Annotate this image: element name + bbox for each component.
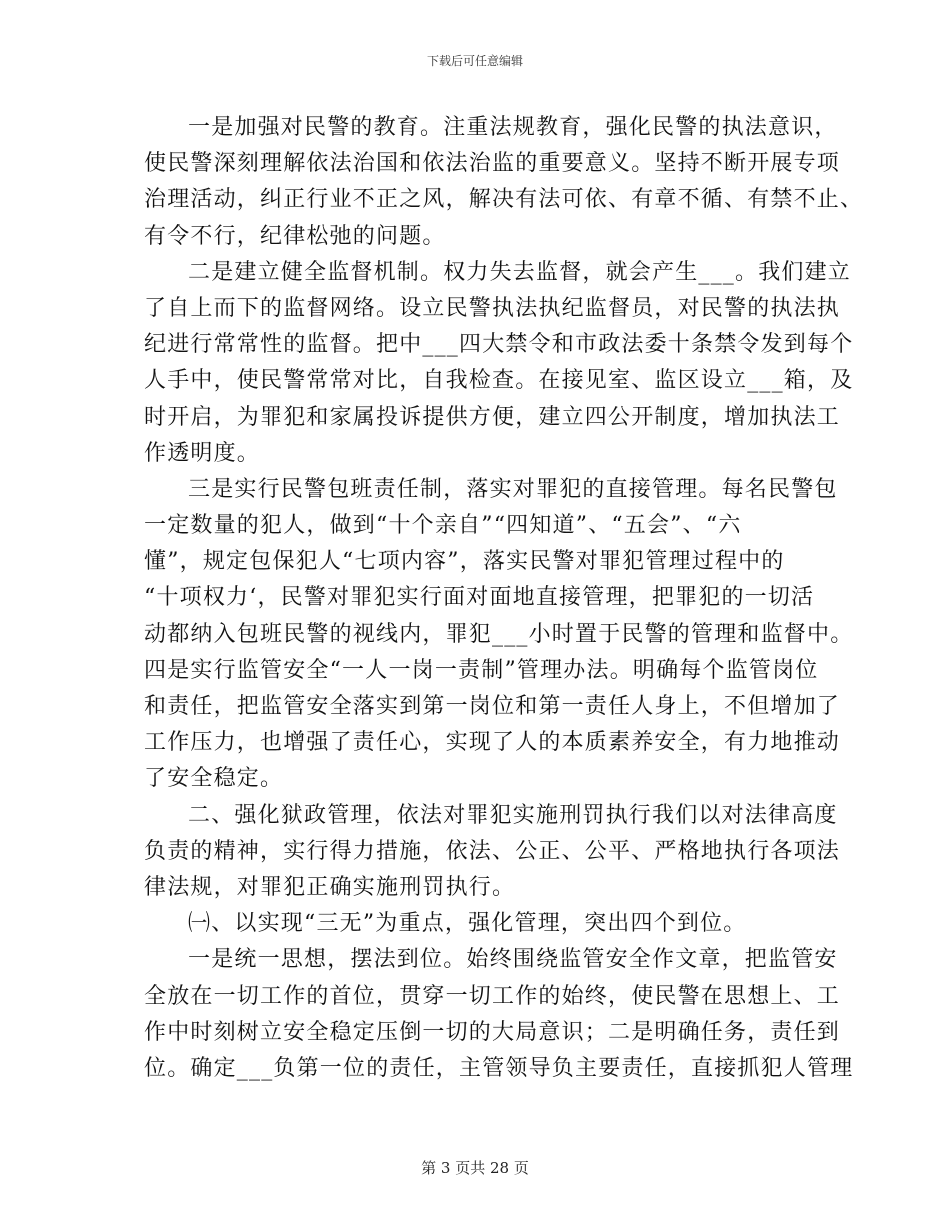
text-line: ㈠、以实现“三无”为重点，强化管理，突出四个到位。 xyxy=(188,911,747,937)
text-line: 动都纳入包班民警的视线内，罪犯___小时置于民警的管理和监督中。 xyxy=(144,621,854,647)
text-line: 一是统一思想，摆法到位。始终围绕监管安全作文章，把监管安 xyxy=(188,947,838,973)
text-line: 三是实行民警包班责任制，落实对罪犯的直接管理。每名民警包 xyxy=(188,476,838,502)
text-line: 一是加强对民警的教育。注重法规教育，强化民警的执法意识， xyxy=(188,115,838,140)
text-line: 作透明度。 xyxy=(144,440,261,466)
text-line: 了自上而下的监督网络。设立民警执法执纪监督员，对民警的执法执 xyxy=(144,295,841,321)
text-line: 了安全稳定。 xyxy=(144,766,284,792)
text-line: 二、强化狱政管理，依法对罪犯实施刑罚执行我们以对法律高度 xyxy=(188,802,838,828)
page-header: 下载后可任意编辑 xyxy=(426,54,523,68)
text-line: 懂”，规定包保犯人“七项内容”，落实民警对罪犯管理过程中的 xyxy=(144,549,785,575)
text-line: 时开启，为罪犯和家属投诉提供方便，建立四公开制度，增加执法工 xyxy=(144,404,841,430)
text-line: 工作压力，也增强了责任心，实现了人的本质素养安全，有力地推动 xyxy=(144,730,841,756)
text-line: 负责的精神，实行得力措施，依法、公正、公平、严格地执行各项法 xyxy=(144,838,841,864)
text-line: 有令不行，纪律松弛的问题。 xyxy=(144,223,446,249)
text-line: 律法规，对罪犯正确实施刑罚执行。 xyxy=(144,874,516,900)
text-line: 二是建立健全监督机制。权力失去监督，就会产生___。我们建立 xyxy=(188,259,852,285)
text-line: 一定数量的犯人，做到“十个亲自”“四知道”、“五会”、“六 xyxy=(144,513,742,539)
text-line: 人手中，使民警常常对比，自我检查。在接见室、监区设立___箱，及 xyxy=(144,368,854,394)
document-body xyxy=(144,110,864,1087)
text-line: “十项权力‘，民警对罪犯实行面对面地直接管理，把罪犯的一切活 xyxy=(144,585,815,611)
text-line: 四是实行监管安全“一人一岗一责制”管理办法。明确每个监管岗位 xyxy=(144,657,819,683)
text-line: 作中时刻树立安全稳定压倒一切的大局意识；二是明确任务，责任到 xyxy=(144,1019,841,1045)
text-line: 和责任，把监管安全落实到第一岗位和第一责任人身上，不但增加了 xyxy=(144,694,841,719)
text-line: 使民警深刻理解依法治国和依法治监的重要意义。坚持不断开展专项 xyxy=(144,151,841,177)
text-line: 纪进行常常性的监督。把中___四大禁令和市政法委十条禁令发到每个 xyxy=(144,332,854,358)
text-line: 全放在一切工作的首位，贯穿一切工作的始终，使民警在思想上、工 xyxy=(144,983,841,1009)
text-line: 位。确定___负第一位的责任，主管领导负主要责任，直接抓犯人管理 xyxy=(144,1055,854,1081)
page-footer: 第 3 页共 28 页 xyxy=(421,1159,529,1177)
text-line: 治理活动，纠正行业不正之风，解决有法可依、有章不循、有禁不止、 xyxy=(144,187,864,213)
